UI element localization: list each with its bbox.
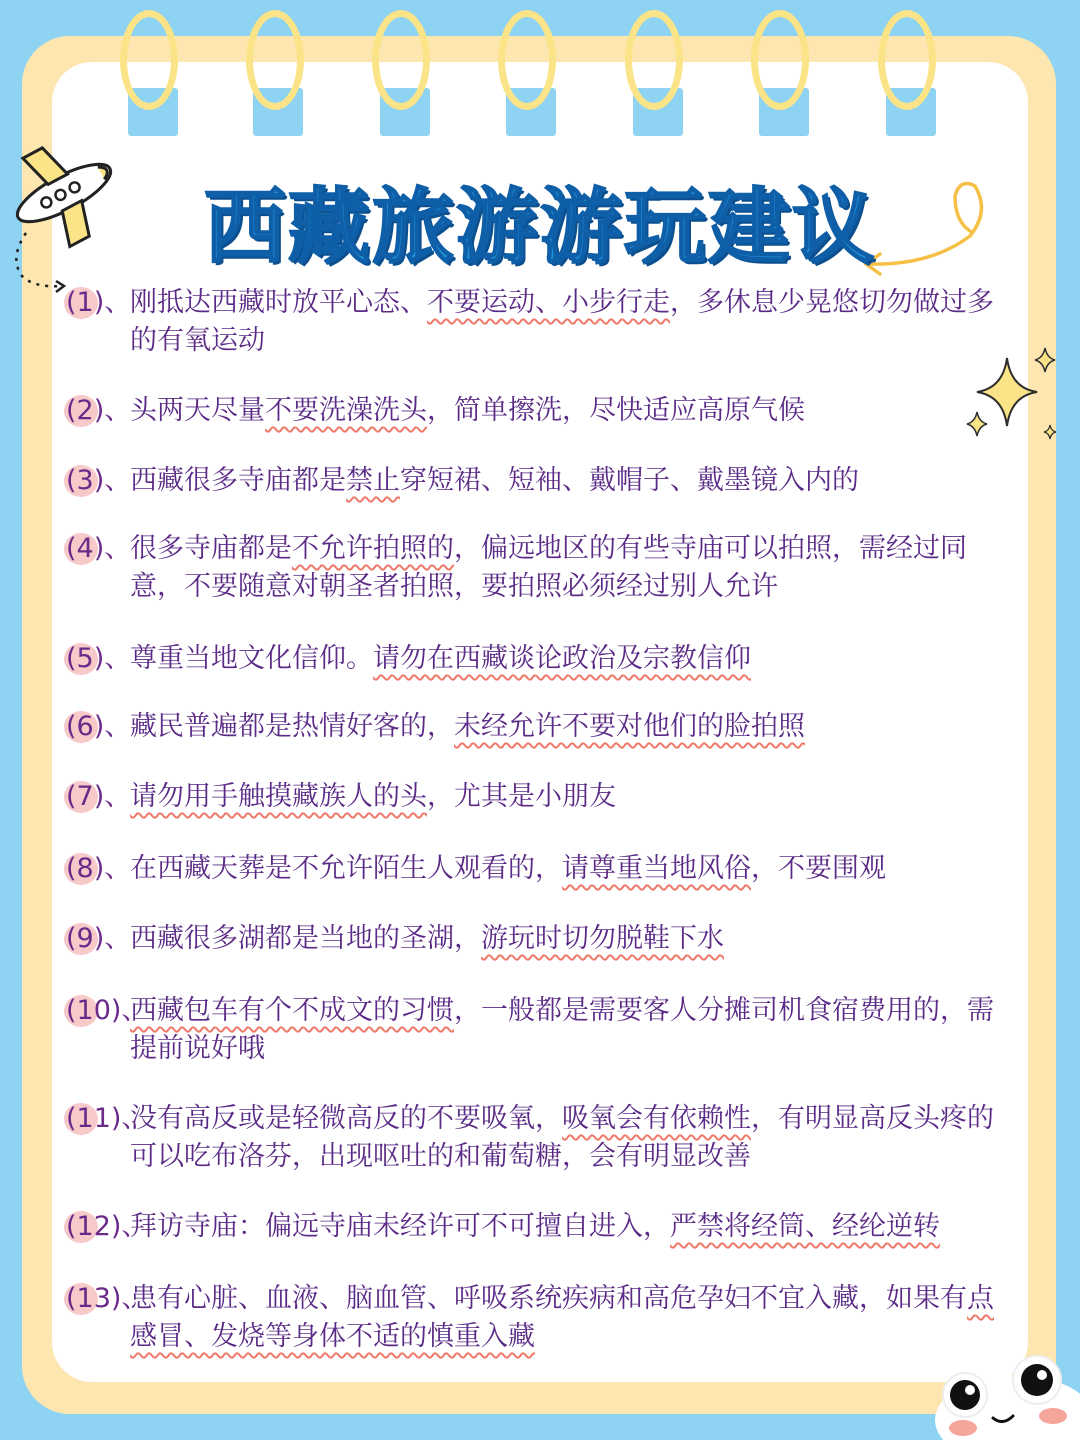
list-item bbox=[66, 462, 1016, 500]
page-title: 西藏旅游游玩建议 bbox=[203, 180, 876, 275]
binder-ring bbox=[751, 10, 809, 110]
item-text: 藏民普遍都是热情好客的，未经允许不要对他们的脸拍照 bbox=[130, 711, 805, 742]
list-item bbox=[66, 992, 1016, 1068]
item-number: (12)、 bbox=[66, 1211, 149, 1242]
item-text: 西藏很多寺庙都是禁止穿短裙、短袖、戴帽子、戴墨镜入内的 bbox=[130, 465, 859, 496]
binder-ring bbox=[372, 10, 430, 110]
item-text: 拜访寺庙：偏远寺庙未经许可不可擅自进入，严禁将经筒、经纶逆转 bbox=[130, 1211, 940, 1242]
item-number: (5)、 bbox=[66, 643, 132, 674]
item-number: (8)、 bbox=[66, 853, 132, 884]
list-item bbox=[66, 284, 1016, 360]
item-number: (9)、 bbox=[66, 923, 132, 954]
item-number: (3)、 bbox=[66, 465, 132, 496]
item-number: (10)、 bbox=[66, 995, 149, 1026]
binder-ring bbox=[878, 10, 936, 110]
binder-ring bbox=[120, 10, 178, 110]
item-number: (6)、 bbox=[66, 711, 132, 742]
list-item bbox=[66, 392, 1016, 430]
list-item bbox=[66, 640, 1016, 678]
binder-ring bbox=[625, 10, 683, 110]
item-text: 请勿用手触摸藏族人的头，尤其是小朋友 bbox=[130, 781, 616, 812]
item-text: 西藏很多湖都是当地的圣湖，游玩时切勿脱鞋下水 bbox=[130, 923, 724, 954]
list-item bbox=[66, 1208, 1016, 1246]
item-text: 没有高反或是轻微高反的不要吸氧，吸氧会有依赖性，有明显高反头疼的可以吃布洛芬，出现呕吐的和葡萄糖，会有明显改善 bbox=[130, 1103, 994, 1172]
item-text: 很多寺庙都是不允许拍照的，偏远地区的有些寺庙可以拍照，需经过同意，不要随意对朝圣者拍照，要拍照必须经过别人允许 bbox=[130, 533, 967, 602]
item-text: 刚抵达西藏时放平心态、不要运动、小步行走，多休息少晃悠切勿做过多的有氧运动 bbox=[130, 287, 994, 356]
item-text: 尊重当地文化信仰。请勿在西藏谈论政治及宗教信仰 bbox=[130, 643, 751, 674]
list-item bbox=[66, 530, 1016, 606]
item-number: (2)、 bbox=[66, 395, 132, 426]
list-item bbox=[66, 1280, 1016, 1356]
item-number: (11)、 bbox=[66, 1103, 149, 1134]
list-item bbox=[66, 1100, 1016, 1176]
binder-ring bbox=[246, 10, 304, 110]
list-item bbox=[66, 778, 1016, 816]
item-number: (1)、 bbox=[66, 287, 132, 318]
list-item bbox=[66, 850, 1016, 888]
binder-ring bbox=[498, 10, 556, 110]
item-text: 头两天尽量不要洗澡洗头，简单擦洗，尽快适应高原气候 bbox=[130, 395, 805, 426]
item-text: 在西藏天葬是不允许陌生人观看的，请尊重当地风俗，不要围观 bbox=[130, 853, 886, 884]
item-text: 患有心脏、血液、脑血管、呼吸系统疾病和高危孕妇不宜入藏，如果有点感冒、发烧等身体不适的慎重入藏 bbox=[130, 1283, 994, 1352]
item-number: (4)、 bbox=[66, 533, 132, 564]
list-item bbox=[66, 920, 1016, 958]
item-number: (13)、 bbox=[66, 1283, 149, 1314]
item-text: 西藏包车有个不成文的习惯，一般都是需要客人分摊司机食宿费用的，需提前说好哦 bbox=[130, 995, 994, 1064]
item-number: (7)、 bbox=[66, 781, 132, 812]
list-item bbox=[66, 708, 1016, 746]
